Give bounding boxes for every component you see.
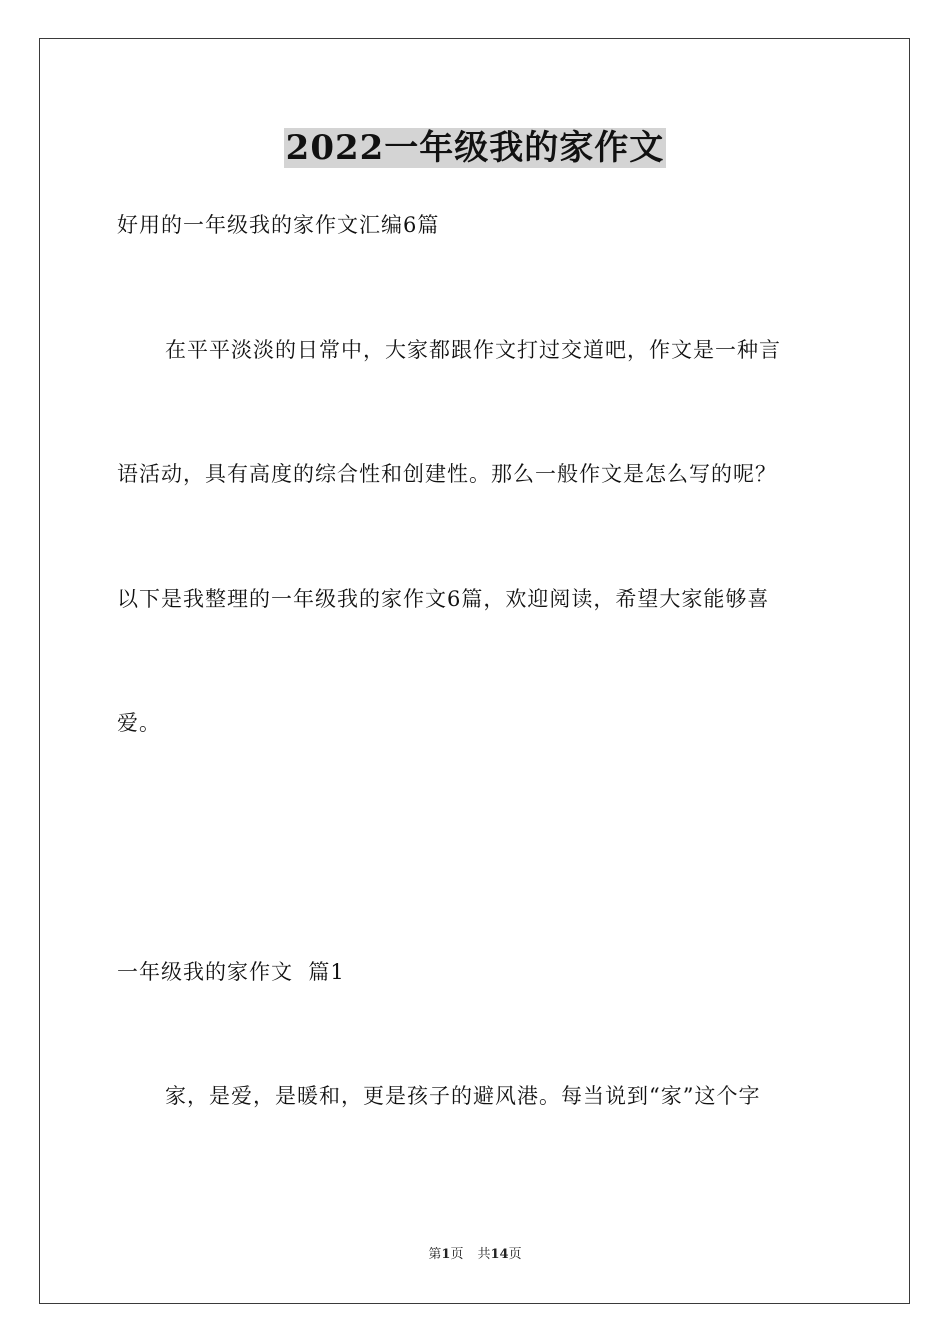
intro-line-2: 语活动，具有高度的综合性和创建性。那么一般作文是怎么写的呢？ [117,462,777,486]
intro-line-3: 以下是我整理的一年级我的家作文6篇，欢迎阅读，希望大家能够喜 [117,587,770,611]
footer-total-prefix: 共 [477,1247,491,1262]
footer-page-suffix: 页 [450,1247,464,1262]
footer-total-suffix: 页 [508,1247,522,1262]
footer-page-prefix: 第 [428,1247,442,1262]
document-subtitle: 好用的一年级我的家作文汇编6篇 [117,213,440,237]
intro-line-4: 爱。 [117,711,161,735]
section-line-1: 家，是爱，是暖和，更是孩子的避风港。每当说到“家”这个字 [165,1084,761,1108]
page-footer [0,1246,950,1264]
footer-page-current: 1 [441,1247,451,1262]
document-title: 2022一年级我的家作文 [285,128,665,168]
intro-line-1: 在平平淡淡的日常中，大家都跟作文打过交道吧，作文是一种言 [165,338,781,362]
section-heading: 一年级我的家作文 篇1 [117,960,345,984]
footer-page-total: 14 [490,1247,509,1262]
title-block [0,128,950,168]
